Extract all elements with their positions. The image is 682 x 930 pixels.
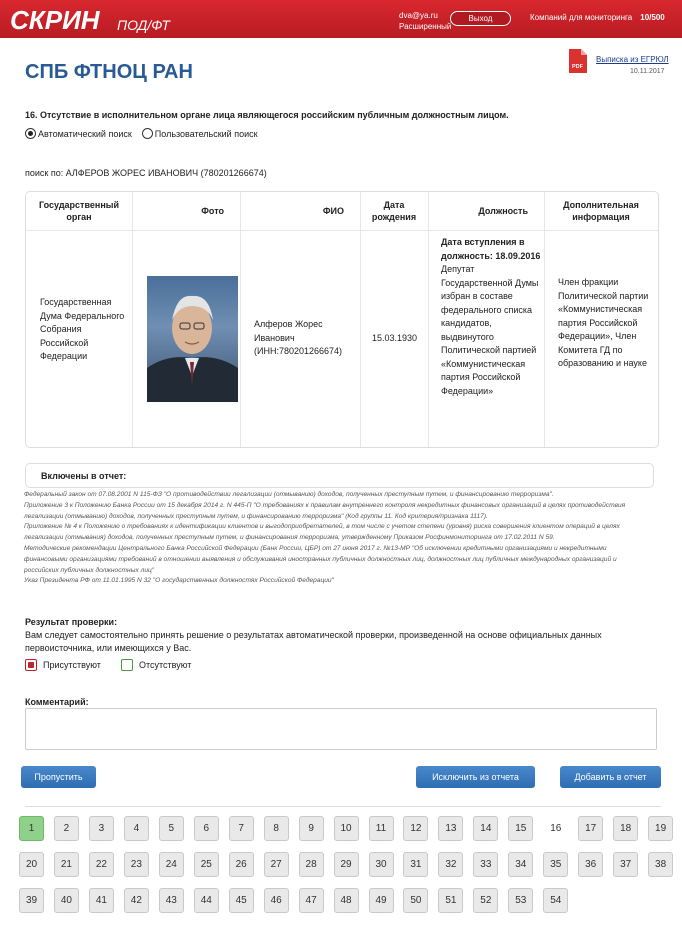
result-title: Результат проверки: xyxy=(25,617,118,627)
logout-button[interactable]: Выход xyxy=(450,11,511,26)
monitoring-label: Компаний для мониторинга xyxy=(530,13,633,22)
table-divider xyxy=(26,230,658,231)
radio-user-label[interactable]: Пользовательский поиск xyxy=(154,128,258,139)
page-7-button[interactable]: 7 xyxy=(229,816,254,841)
user-plan: Расширенный xyxy=(399,22,452,31)
header-photo: Фото xyxy=(201,206,224,216)
page-42-button[interactable]: 42 xyxy=(124,888,149,913)
page-53-button[interactable]: 53 xyxy=(508,888,533,913)
skip-button[interactable]: Пропустить xyxy=(21,766,96,788)
page-49-button[interactable]: 49 xyxy=(369,888,394,913)
page-50-button[interactable]: 50 xyxy=(403,888,428,913)
page-8-button[interactable]: 8 xyxy=(264,816,289,841)
header-position: Должность xyxy=(478,206,528,216)
table-divider xyxy=(360,192,361,447)
page-2-button[interactable]: 2 xyxy=(54,816,79,841)
cell-position xyxy=(441,236,546,398)
page-37-button[interactable]: 37 xyxy=(613,852,638,877)
page-13-button[interactable]: 13 xyxy=(438,816,463,841)
page-11-button[interactable]: 11 xyxy=(369,816,394,841)
checkbox-absent[interactable] xyxy=(121,659,133,671)
radio-auto-label[interactable]: Автоматический поиск xyxy=(38,128,132,139)
page-21-button[interactable]: 21 xyxy=(54,852,79,877)
page-15-button[interactable]: 15 xyxy=(508,816,533,841)
page-34-button[interactable]: 34 xyxy=(508,852,533,877)
page-44-button[interactable]: 44 xyxy=(194,888,219,913)
page-12-button[interactable]: 12 xyxy=(403,816,428,841)
page-title: СПБ ФТНОЦ РАН xyxy=(25,61,193,83)
page-27-button[interactable]: 27 xyxy=(264,852,289,877)
search-query: поиск по: АЛФЕРОВ ЖОРЕС ИВАНОВИЧ (780201266674) xyxy=(25,168,267,178)
page-17-button[interactable]: 17 xyxy=(578,816,603,841)
page-16-button[interactable]: 16 xyxy=(543,816,568,841)
person-photo-image xyxy=(147,276,238,402)
page-26-button[interactable]: 26 xyxy=(229,852,254,877)
checkbox-present-label[interactable]: Присутствуют xyxy=(43,660,101,670)
page-23-button[interactable]: 23 xyxy=(124,852,149,877)
table-divider xyxy=(132,192,133,447)
result-text: Вам следует самостоятельно принять решение о результатах автоматической проверки, произведенной на основе официальных данных первоисточника, или имеющихся у Вас. xyxy=(25,630,602,653)
page-48-button[interactable]: 48 xyxy=(334,888,359,913)
page-9-button[interactable]: 9 xyxy=(299,816,324,841)
page-32-button[interactable]: 32 xyxy=(438,852,463,877)
laws-list xyxy=(24,490,649,587)
page-29-button[interactable]: 29 xyxy=(334,852,359,877)
header-birth: Дата рождения xyxy=(371,200,417,222)
page-39-button[interactable]: 39 xyxy=(19,888,44,913)
law-item: Указ Президента РФ от 11.01.1995 N 32 "О государственных должностях Российской Федерации" xyxy=(24,577,334,585)
page-35-button[interactable]: 35 xyxy=(543,852,568,877)
cell-organ: Государственная Дума Федерального Собрания Российской Федерации xyxy=(40,297,125,361)
checkbox-absent-label[interactable]: Отсутствуют xyxy=(139,660,192,670)
comment-input[interactable] xyxy=(25,708,657,750)
page-54-button[interactable]: 54 xyxy=(543,888,568,913)
included-section-header: Включены в отчет: xyxy=(25,463,654,488)
monitoring-info[interactable] xyxy=(530,13,665,22)
top-bar xyxy=(0,0,682,38)
egrul-date: 10.11.2017 xyxy=(630,68,665,75)
page-52-button[interactable]: 52 xyxy=(473,888,498,913)
person-photo xyxy=(147,276,238,402)
cell-fio: Алферов Жорес Иванович (ИНН:780201266674) xyxy=(254,319,343,356)
law-item: Приложение № 4 к Положению о требованиях к идентификации клиентов и выгодоприобретателей, в том числе с учетом степени (уровня) риска совершения клиентом операций в целях легализации (отмывания) доходов, полученных преступным путем, и финансирования терроризма, утвержденному Приказом Росфинмониторинга от 17.02.2011 N 59. xyxy=(24,523,620,542)
page-36-button[interactable]: 36 xyxy=(578,852,603,877)
checkbox-present[interactable] xyxy=(25,659,37,671)
page-28-button[interactable]: 28 xyxy=(299,852,324,877)
user-email: dva@ya.ru xyxy=(399,11,438,20)
page-14-button[interactable]: 14 xyxy=(473,816,498,841)
page-1-button[interactable]: 1 xyxy=(19,816,44,841)
egrul-link[interactable]: Выписка из ЕГРЮЛ xyxy=(596,55,669,64)
law-item: Методические рекомендации Центрального Банка Российской Федерации (Банк России, ЦБР) от 27 июня 2017 г. №13-МР "Об исключении кредитными организациями и некредитными финансовыми организациями требований в отношении выявления и обслуживания иностранных публичных должностных лиц, должностных лиц публичных международных организаций и российских публичных должностных лиц" xyxy=(24,544,617,574)
exclude-button[interactable]: Исключить из отчета xyxy=(416,766,535,788)
page-3-button[interactable]: 3 xyxy=(89,816,114,841)
header-organ: Государственный орган xyxy=(39,200,119,222)
cell-extra: Член фракции Политической партии «Коммунистическая партия Российской Федерации», Член Комитета ГД по образованию и науке xyxy=(558,277,649,368)
page-43-button[interactable]: 43 xyxy=(159,888,184,913)
page-38-button[interactable]: 38 xyxy=(648,852,673,877)
page-18-button[interactable]: 18 xyxy=(613,816,638,841)
page-46-button[interactable]: 46 xyxy=(264,888,289,913)
monitoring-count: 10/500 xyxy=(640,13,665,22)
pdf-icon-label: PDF xyxy=(572,64,583,70)
page-20-button[interactable]: 20 xyxy=(19,852,44,877)
question-title: 16. Отсутствие в исполнительном органе лица являющегося российским публичным должностным лицом. xyxy=(25,110,509,120)
add-to-report-button[interactable]: Добавить в отчет xyxy=(560,766,661,788)
page-33-button[interactable]: 33 xyxy=(473,852,498,877)
separator xyxy=(25,806,661,807)
page-6-button[interactable]: 6 xyxy=(194,816,219,841)
position-description: Депутат Государственной Думы избран в составе федерального списка кандидатов, выдвинутого Политической партией «Коммунистическая партия Российской Федерации» xyxy=(441,264,539,396)
position-start-date: Дата вступления в должность: 18.09.2016 xyxy=(441,237,541,261)
page-40-button[interactable]: 40 xyxy=(54,888,79,913)
law-item: Федеральный закон от 07.08.2001 N 115-ФЗ "О противодействии легализации (отмыванию) доходов, полученных преступным путем, и финансированию терроризма". xyxy=(24,491,554,498)
page-51-button[interactable]: 51 xyxy=(438,888,463,913)
cell-birth: 15.03.1930 xyxy=(372,333,418,343)
page-31-button[interactable]: 31 xyxy=(403,852,428,877)
page-10-button[interactable]: 10 xyxy=(334,816,359,841)
page-24-button[interactable]: 24 xyxy=(159,852,184,877)
header-fio: ФИО xyxy=(322,206,344,216)
logo-subtitle: ПОД/ФТ xyxy=(117,17,170,33)
page-45-button[interactable]: 45 xyxy=(229,888,254,913)
table-divider xyxy=(240,192,241,447)
table-divider xyxy=(428,192,429,447)
logo[interactable]: СКРИН xyxy=(10,5,100,35)
radio-user-search[interactable] xyxy=(142,128,153,139)
header-extra: Дополнительная информация xyxy=(563,200,639,222)
search-mode-group xyxy=(25,128,258,139)
page-19-button[interactable]: 19 xyxy=(648,816,673,841)
page-41-button[interactable]: 41 xyxy=(89,888,114,913)
page-22-button[interactable]: 22 xyxy=(89,852,114,877)
page-4-button[interactable]: 4 xyxy=(124,816,149,841)
page-25-button[interactable]: 25 xyxy=(194,852,219,877)
law-item: Приложение 3 к Положению Банка России от 15 декабря 2014 г. N 445-П "О требованиях к правилам внутреннего контроля некредитных финансовых организаций в целях противодействия легализации (отмыванию) доходов, полученных преступным путем, и финансированию терроризма" (Код группы 11. Код критерия/признака 1117). xyxy=(24,501,626,520)
page-5-button[interactable]: 5 xyxy=(159,816,184,841)
pdf-icon[interactable] xyxy=(568,49,587,73)
page-47-button[interactable]: 47 xyxy=(299,888,324,913)
page-30-button[interactable]: 30 xyxy=(369,852,394,877)
results-table xyxy=(25,191,659,448)
radio-auto-search[interactable] xyxy=(25,128,36,139)
comment-title: Комментарий: xyxy=(25,697,89,707)
